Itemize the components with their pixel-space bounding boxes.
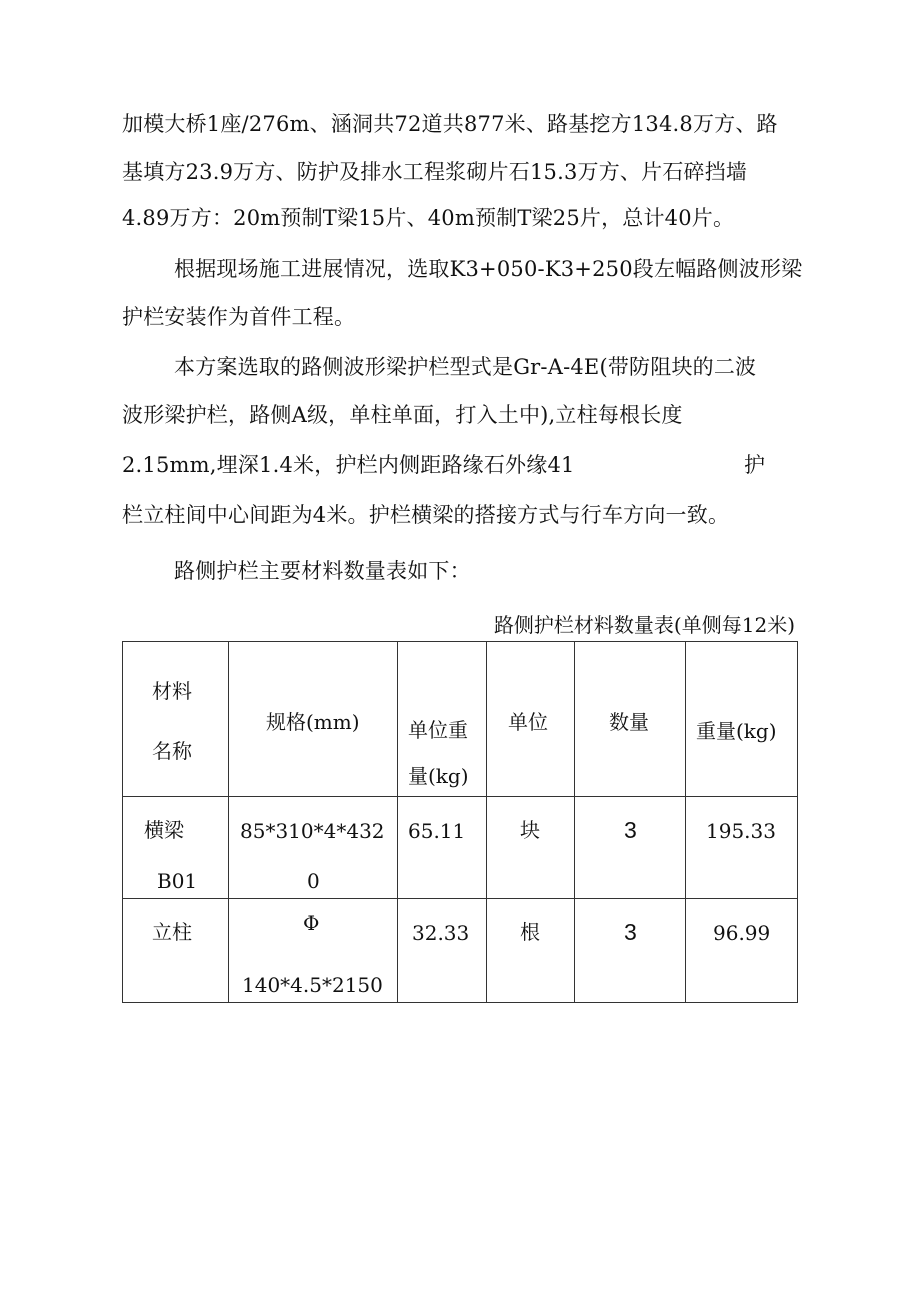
header-unit: 单位 bbox=[508, 710, 548, 734]
paragraph-2-line-1: 根据现场施工进展情况，选取K3+050-K3+250段左幅路侧波形梁 bbox=[174, 257, 803, 281]
header-qty: 数量 bbox=[609, 710, 649, 734]
header-name-line-1: 材料 bbox=[152, 679, 192, 703]
row-2-unit-value: 根 bbox=[520, 920, 540, 944]
table-row bbox=[123, 797, 798, 899]
header-unit-weight-line-2: 量(kg) bbox=[408, 764, 469, 788]
row-1-qty bbox=[575, 797, 686, 899]
materials-table bbox=[122, 641, 798, 1003]
row-1-name-line-1: 横梁 bbox=[144, 818, 184, 842]
row-1-name bbox=[123, 797, 229, 899]
header-unit-weight-line-1: 单位重 bbox=[408, 718, 468, 742]
row-2-unit bbox=[487, 899, 575, 1003]
paragraph-3-line-4: 栏立柱间中心间距为4米。护栏横梁的搭接方式与行车方向一致。 bbox=[122, 503, 730, 527]
header-cell-unit bbox=[487, 642, 575, 797]
header-cell-unit-weight bbox=[398, 642, 487, 797]
paragraph-4-line-1: 路侧护栏主要材料数量表如下： bbox=[174, 559, 471, 583]
row-1-spec-line-1: 85*310*4*432 bbox=[240, 819, 385, 843]
row-2-name bbox=[123, 899, 229, 1003]
row-1-weight-value: 195.33 bbox=[706, 819, 776, 843]
header-weight: 重量(kg) bbox=[696, 719, 777, 743]
paragraph-3-line-3b: 护 bbox=[744, 453, 766, 477]
row-2-weight bbox=[686, 899, 798, 1003]
row-1-spec-line-2: 0 bbox=[307, 869, 320, 893]
header-cell-weight bbox=[686, 642, 798, 797]
row-1-spec bbox=[229, 797, 398, 899]
header-spec: 规格(mm) bbox=[266, 710, 360, 734]
row-2-weight-value: 96.99 bbox=[713, 921, 771, 945]
row-2-spec-line-1: Φ bbox=[303, 911, 320, 935]
paragraph-1-line-1: 加模大桥1座/276m、涵洞共72道共877米、路基挖方134.8万方、路 bbox=[122, 112, 778, 136]
paragraph-1-line-3: 4.89万方：20m预制T梁15片、40m预制T梁25片，总计40片。 bbox=[122, 206, 735, 230]
row-1-weight bbox=[686, 797, 798, 899]
paragraph-1-line-2: 基填方23.9万方、防护及排水工程浆砌片石15.3万方、片石碎挡墙 bbox=[122, 160, 748, 184]
paragraph-3-line-1: 本方案选取的路侧波形梁护栏型式是Gr-A-4E(带防阻块的二波 bbox=[174, 355, 757, 379]
paragraph-3-line-3a: 2.15mm,埋深1.4米，护栏内侧距路缘石外缘41 bbox=[122, 453, 575, 477]
row-1-unit-weight bbox=[398, 797, 487, 899]
row-1-qty-value: 3 bbox=[624, 817, 637, 843]
paragraph-2-line-2: 护栏安装作为首件工程。 bbox=[122, 305, 356, 329]
row-1-unit-weight-value: 65.11 bbox=[408, 819, 466, 843]
row-1-name-line-2: B01 bbox=[157, 869, 198, 893]
header-name-line-2: 名称 bbox=[152, 739, 192, 763]
row-2-unit-weight bbox=[398, 899, 487, 1003]
table-caption: 路侧护栏材料数量表(单侧每12米) bbox=[493, 613, 795, 637]
row-2-qty bbox=[575, 899, 686, 1003]
header-cell-qty bbox=[575, 642, 686, 797]
table-row bbox=[123, 899, 798, 1003]
row-2-qty-value: 3 bbox=[624, 919, 637, 945]
row-2-spec-line-2: 140*4.5*2150 bbox=[242, 973, 383, 997]
row-1-unit-value: 块 bbox=[520, 818, 540, 842]
row-1-unit bbox=[487, 797, 575, 899]
row-2-name-line-1: 立柱 bbox=[152, 920, 192, 944]
row-2-spec bbox=[229, 899, 398, 1003]
header-cell-spec bbox=[229, 642, 398, 797]
row-2-unit-weight-value: 32.33 bbox=[412, 921, 470, 945]
header-cell-name bbox=[123, 642, 229, 797]
paragraph-3-line-2: 波形梁护栏，路侧A级，单柱单面，打入土中),立柱每根长度 bbox=[122, 403, 683, 427]
table-header-row bbox=[123, 642, 798, 797]
